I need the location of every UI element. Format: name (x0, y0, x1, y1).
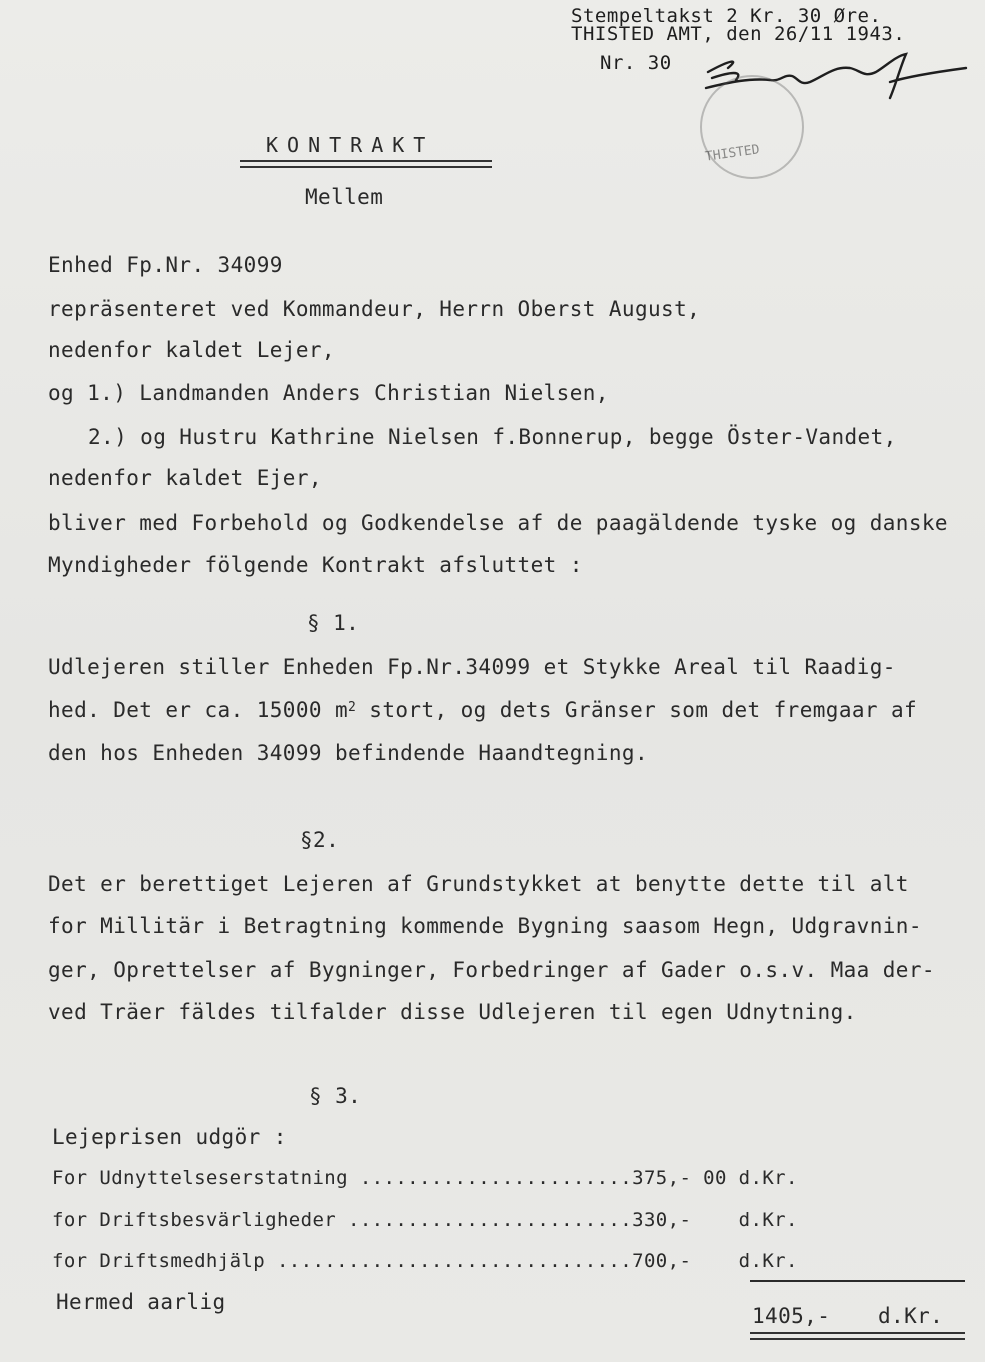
area-exponent: 2 (348, 700, 357, 715)
stamp-label: THISTED (704, 142, 761, 165)
rent-row-3: for Driftsmedhjälp ..............................700,- d.Kr. (52, 1250, 798, 1272)
section-1-line-1: Udlejeren stiller Enheden Fp.Nr.34099 et Stykke Areal til Raadig- (48, 655, 896, 679)
between-label: Mellem (305, 185, 384, 209)
total-currency: d.Kr. (878, 1304, 944, 1328)
owner1-line: og 1.) Landmanden Anders Christian Nielsen, (48, 381, 609, 405)
terms-line-2: Myndigheder fölgende Kontrakt afsluttet : (48, 553, 583, 577)
owner-called-line: nedenfor kaldet Ejer, (48, 466, 322, 490)
representative-line: repräsenteret ved Kommandeur, Herrn Oberst August, (48, 297, 701, 321)
title-underline (240, 160, 492, 168)
section-2-line-1: Det er berettiget Lejeren af Grundstykket at benytte dette til alt (48, 872, 909, 896)
section-2-heading: §2. (300, 828, 340, 852)
total-amount: 1405,- (752, 1304, 831, 1328)
section-3-heading: § 3. (309, 1084, 362, 1108)
rent-row-1: For Udnyttelseserstatning .......................375,- 00 d.Kr. (52, 1167, 798, 1189)
section-2-line-4: ved Träer fäldes tilfalder disse Udlejeren til egen Udnytning. (48, 1000, 857, 1024)
stamp-tax-line: Stempeltakst 2 Kr. 30 Øre. (571, 5, 882, 27)
sum-line (750, 1280, 965, 1282)
total-label: Hermed aarlig (56, 1290, 226, 1314)
tenant-called-line: nedenfor kaldet Lejer, (48, 338, 335, 362)
section-2-line-3: ger, Oprettelser af Bygninger, Forbedringer af Gader o.s.v. Maa der- (48, 958, 935, 982)
owner2-line: 2.) og Hustru Kathrine Nielsen f.Bonnerup, begge Öster-Vandet, (88, 425, 897, 449)
section-1-heading: § 1. (307, 611, 360, 635)
section-1-line-3: den hos Enheden 34099 befindende Haandtegning. (48, 741, 648, 765)
rent-row-2: for Driftsbesvärligheder ........................330,- d.Kr. (52, 1209, 798, 1231)
document-title: KONTRAKT (266, 133, 435, 157)
unit-line: Enhed Fp.Nr. 34099 (48, 253, 283, 277)
terms-line-1: bliver med Forbehold og Godkendelse af de paagäldende tyske og danske (48, 511, 948, 535)
section-2-line-2: for Millitär i Betragtning kommende Bygning saasom Hegn, Udgravnin- (48, 914, 922, 938)
contract-number: Nr. 30 (600, 52, 672, 74)
section-1-line-2: hed. Det er ca. 15000 $m^2$ stort, og dets Gränser som det fremgaar af (48, 698, 918, 722)
total-double-underline (750, 1332, 965, 1340)
place-date-line: THISTED AMT, den 26/11 1943. (571, 23, 906, 45)
rent-intro: Lejeprisen udgör : (52, 1125, 287, 1149)
